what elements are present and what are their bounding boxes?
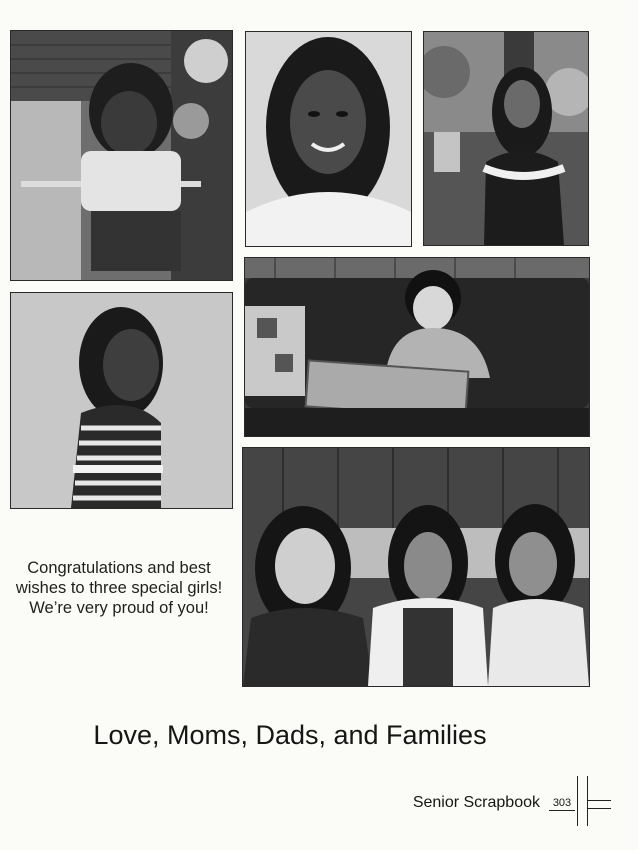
footer-rule-vertical-right bbox=[587, 776, 588, 826]
message-line-1: Congratulations and best bbox=[27, 559, 211, 577]
photo-toddler-walker bbox=[11, 31, 232, 280]
photo-portrait-smiling bbox=[246, 32, 411, 246]
photo-garden-portrait bbox=[424, 32, 588, 245]
photo-three-girls bbox=[243, 448, 589, 686]
footer-rule-vertical-left bbox=[577, 776, 578, 826]
footer-rule-horizontal-bottom bbox=[587, 808, 611, 809]
message-line-2: wishes to three special girls! bbox=[15, 579, 223, 597]
photo-toddler-with-gift bbox=[245, 258, 589, 436]
signoff: Love, Moms, Dads, and Families bbox=[93, 720, 487, 750]
page-number: 303 bbox=[549, 796, 575, 811]
message-line-3: We’re very proud of you! bbox=[29, 599, 209, 617]
photo-girl-striped-shirt bbox=[11, 293, 232, 508]
footer-rule-horizontal-top bbox=[587, 800, 611, 801]
congratulations-message bbox=[6, 558, 232, 618]
section-title: Senior Scrapbook bbox=[412, 794, 540, 811]
